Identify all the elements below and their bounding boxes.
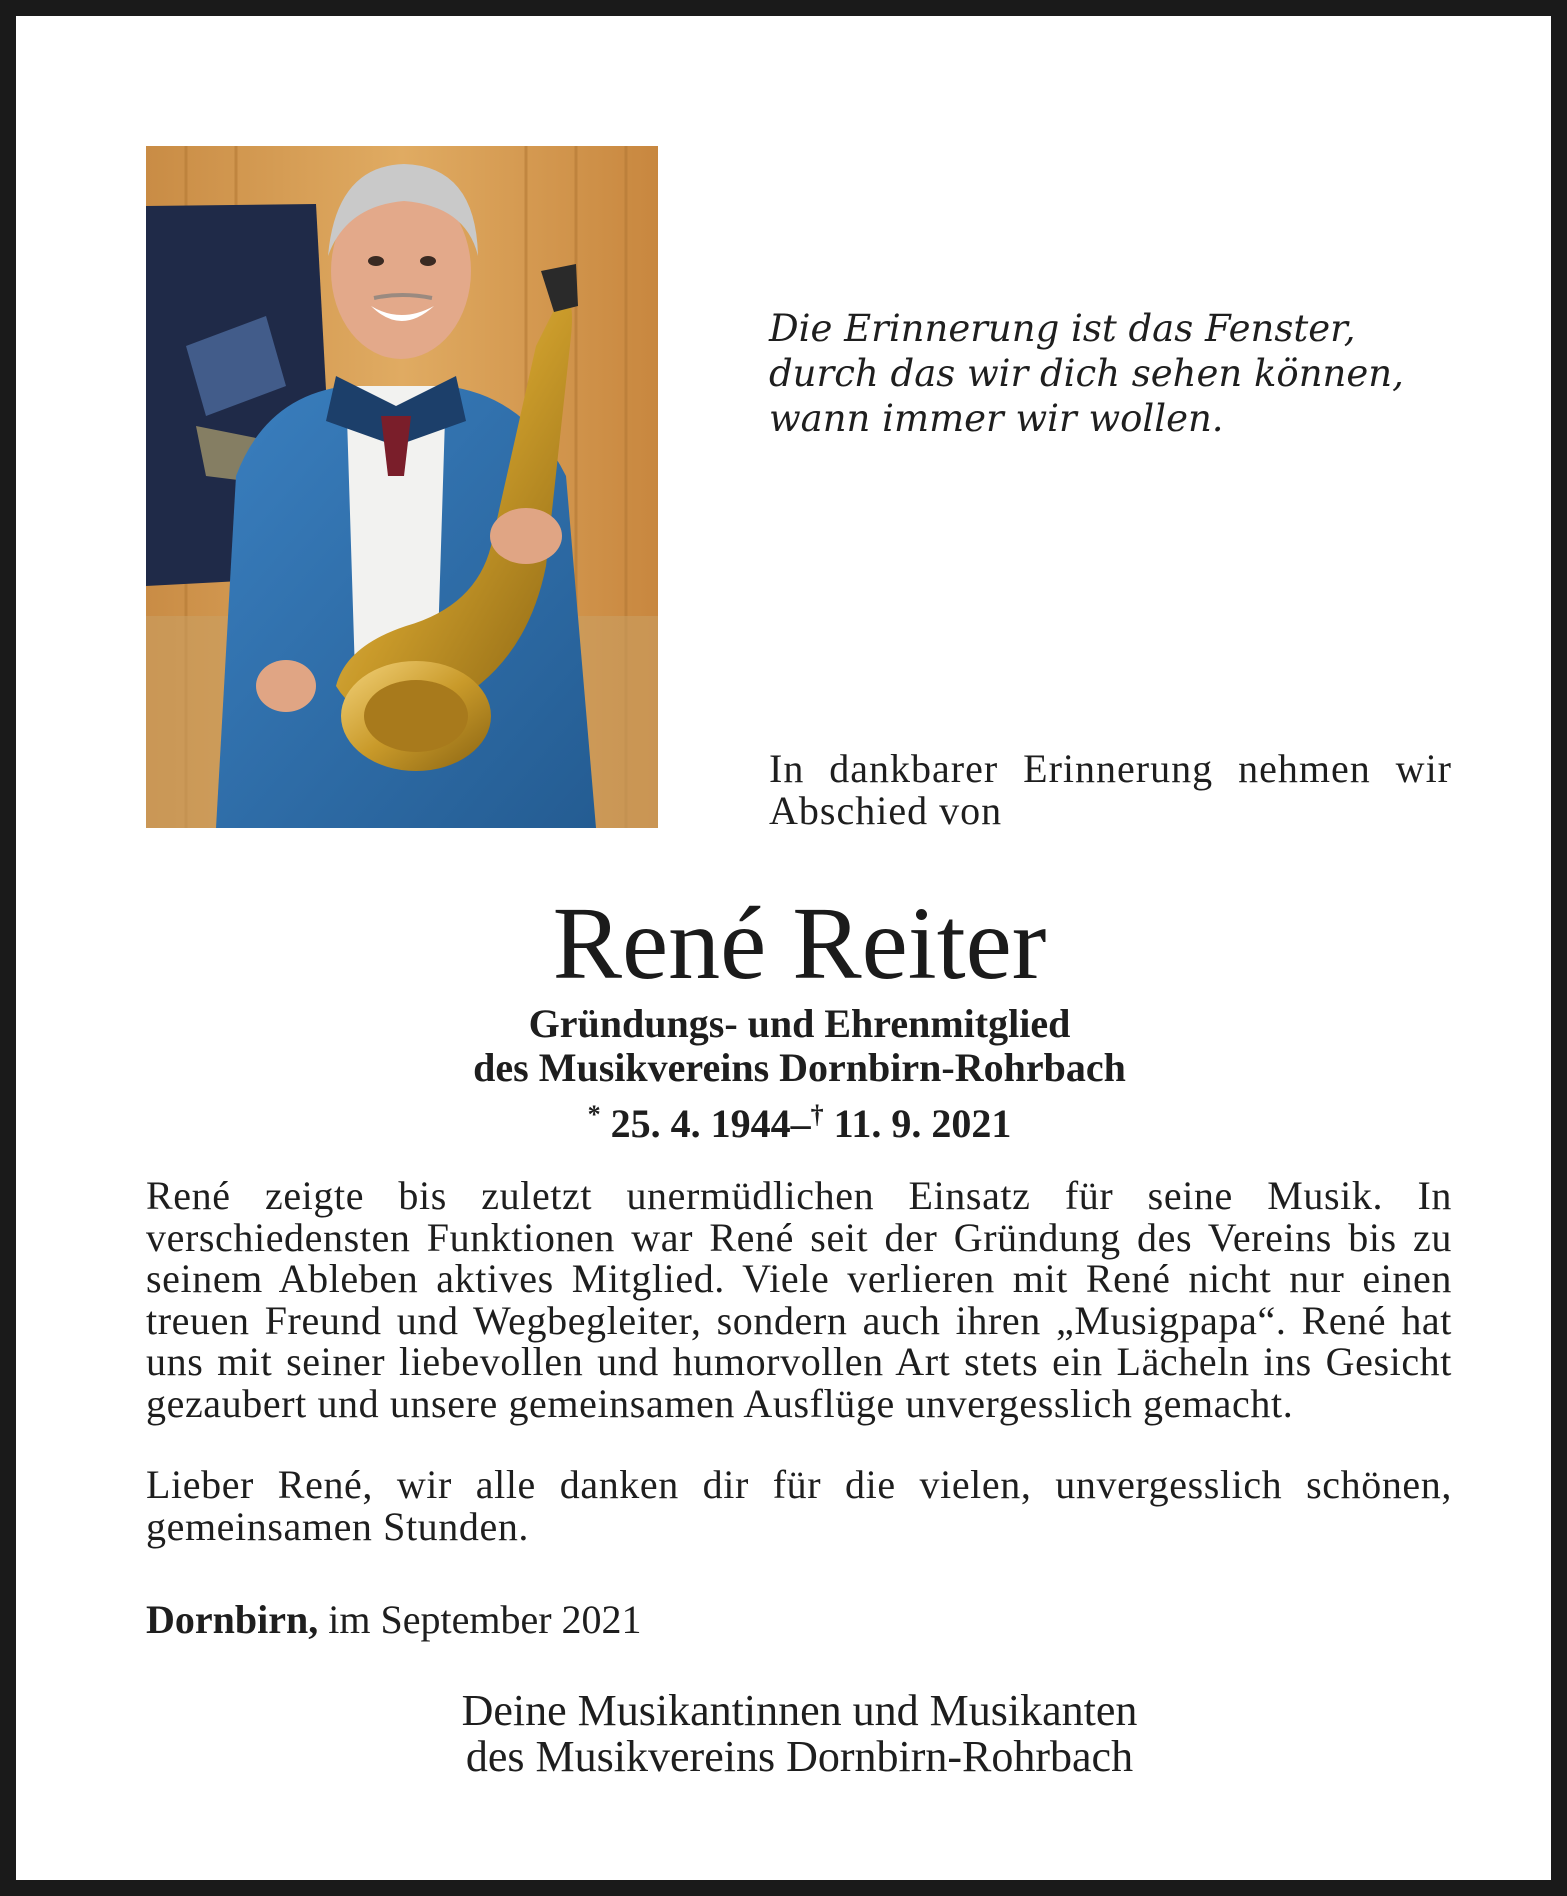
quote-line: Die Erinnerung ist das Fenster, [769, 307, 1356, 350]
body-paragraph: Lieber René, wir alle danken dir für die vielen, unvergesslich schönen, gemeinsamen Stunden. [146, 1462, 1452, 1549]
body-paragraph: René zeigte bis zuletzt unermüdlichen Einsatz für seine Musik. In verschiedensten Funktionen war René seit der Gründung des Vereins bis zu seinem Ableben aktives Mitglied. Viele verlieren mit René nicht nur einen treuen Freund und Wegbegleiter, sondern auch ihren „Musigpapa“. René hat uns mit seiner liebevollen und humorvollen Art stets ein Lächeln ins Gesicht gezaubert und unsere gemeinsamen Ausflüge unvergesslich gemacht. [146, 1173, 1452, 1426]
place-city: Dornbirn, [146, 1597, 319, 1642]
deceased-name: René Reiter [552, 886, 1047, 1001]
quote-line: durch das wir dich sehen können, [769, 352, 1404, 395]
signature-line: des Musikvereins Dornbirn-Rohrbach [465, 1732, 1134, 1781]
date-separator: – [790, 1101, 811, 1146]
membership-line: Gründungs- und Ehrenmitglied [528, 1001, 1071, 1046]
place-month: im September 2021 [328, 1597, 642, 1642]
quote-line: wann immer wir wollen. [769, 397, 1224, 440]
death-date: 11. 9. 2021 [833, 1101, 1012, 1146]
membership-line: des Musikvereins Dornbirn-Rohrbach [473, 1045, 1126, 1090]
birth-star-icon: * [587, 1100, 601, 1129]
memorial-quote [769, 306, 1469, 441]
death-cross-icon: † [810, 1100, 824, 1129]
membership-title [16, 1002, 1567, 1090]
portrait-photo-icon [146, 146, 658, 828]
place-date [146, 1598, 642, 1642]
life-dates [16, 1092, 1567, 1147]
birth-date: 25. 4. 1944 [610, 1101, 791, 1146]
portrait-illustration [146, 146, 658, 828]
signature-line: Deine Musikantinnen und Musikanten [461, 1686, 1138, 1735]
intro-text: In dankbarer Erinnerung nehmen wir Abschied von [769, 746, 1452, 833]
signature [16, 1688, 1567, 1780]
obituary-body [146, 1175, 1452, 1547]
